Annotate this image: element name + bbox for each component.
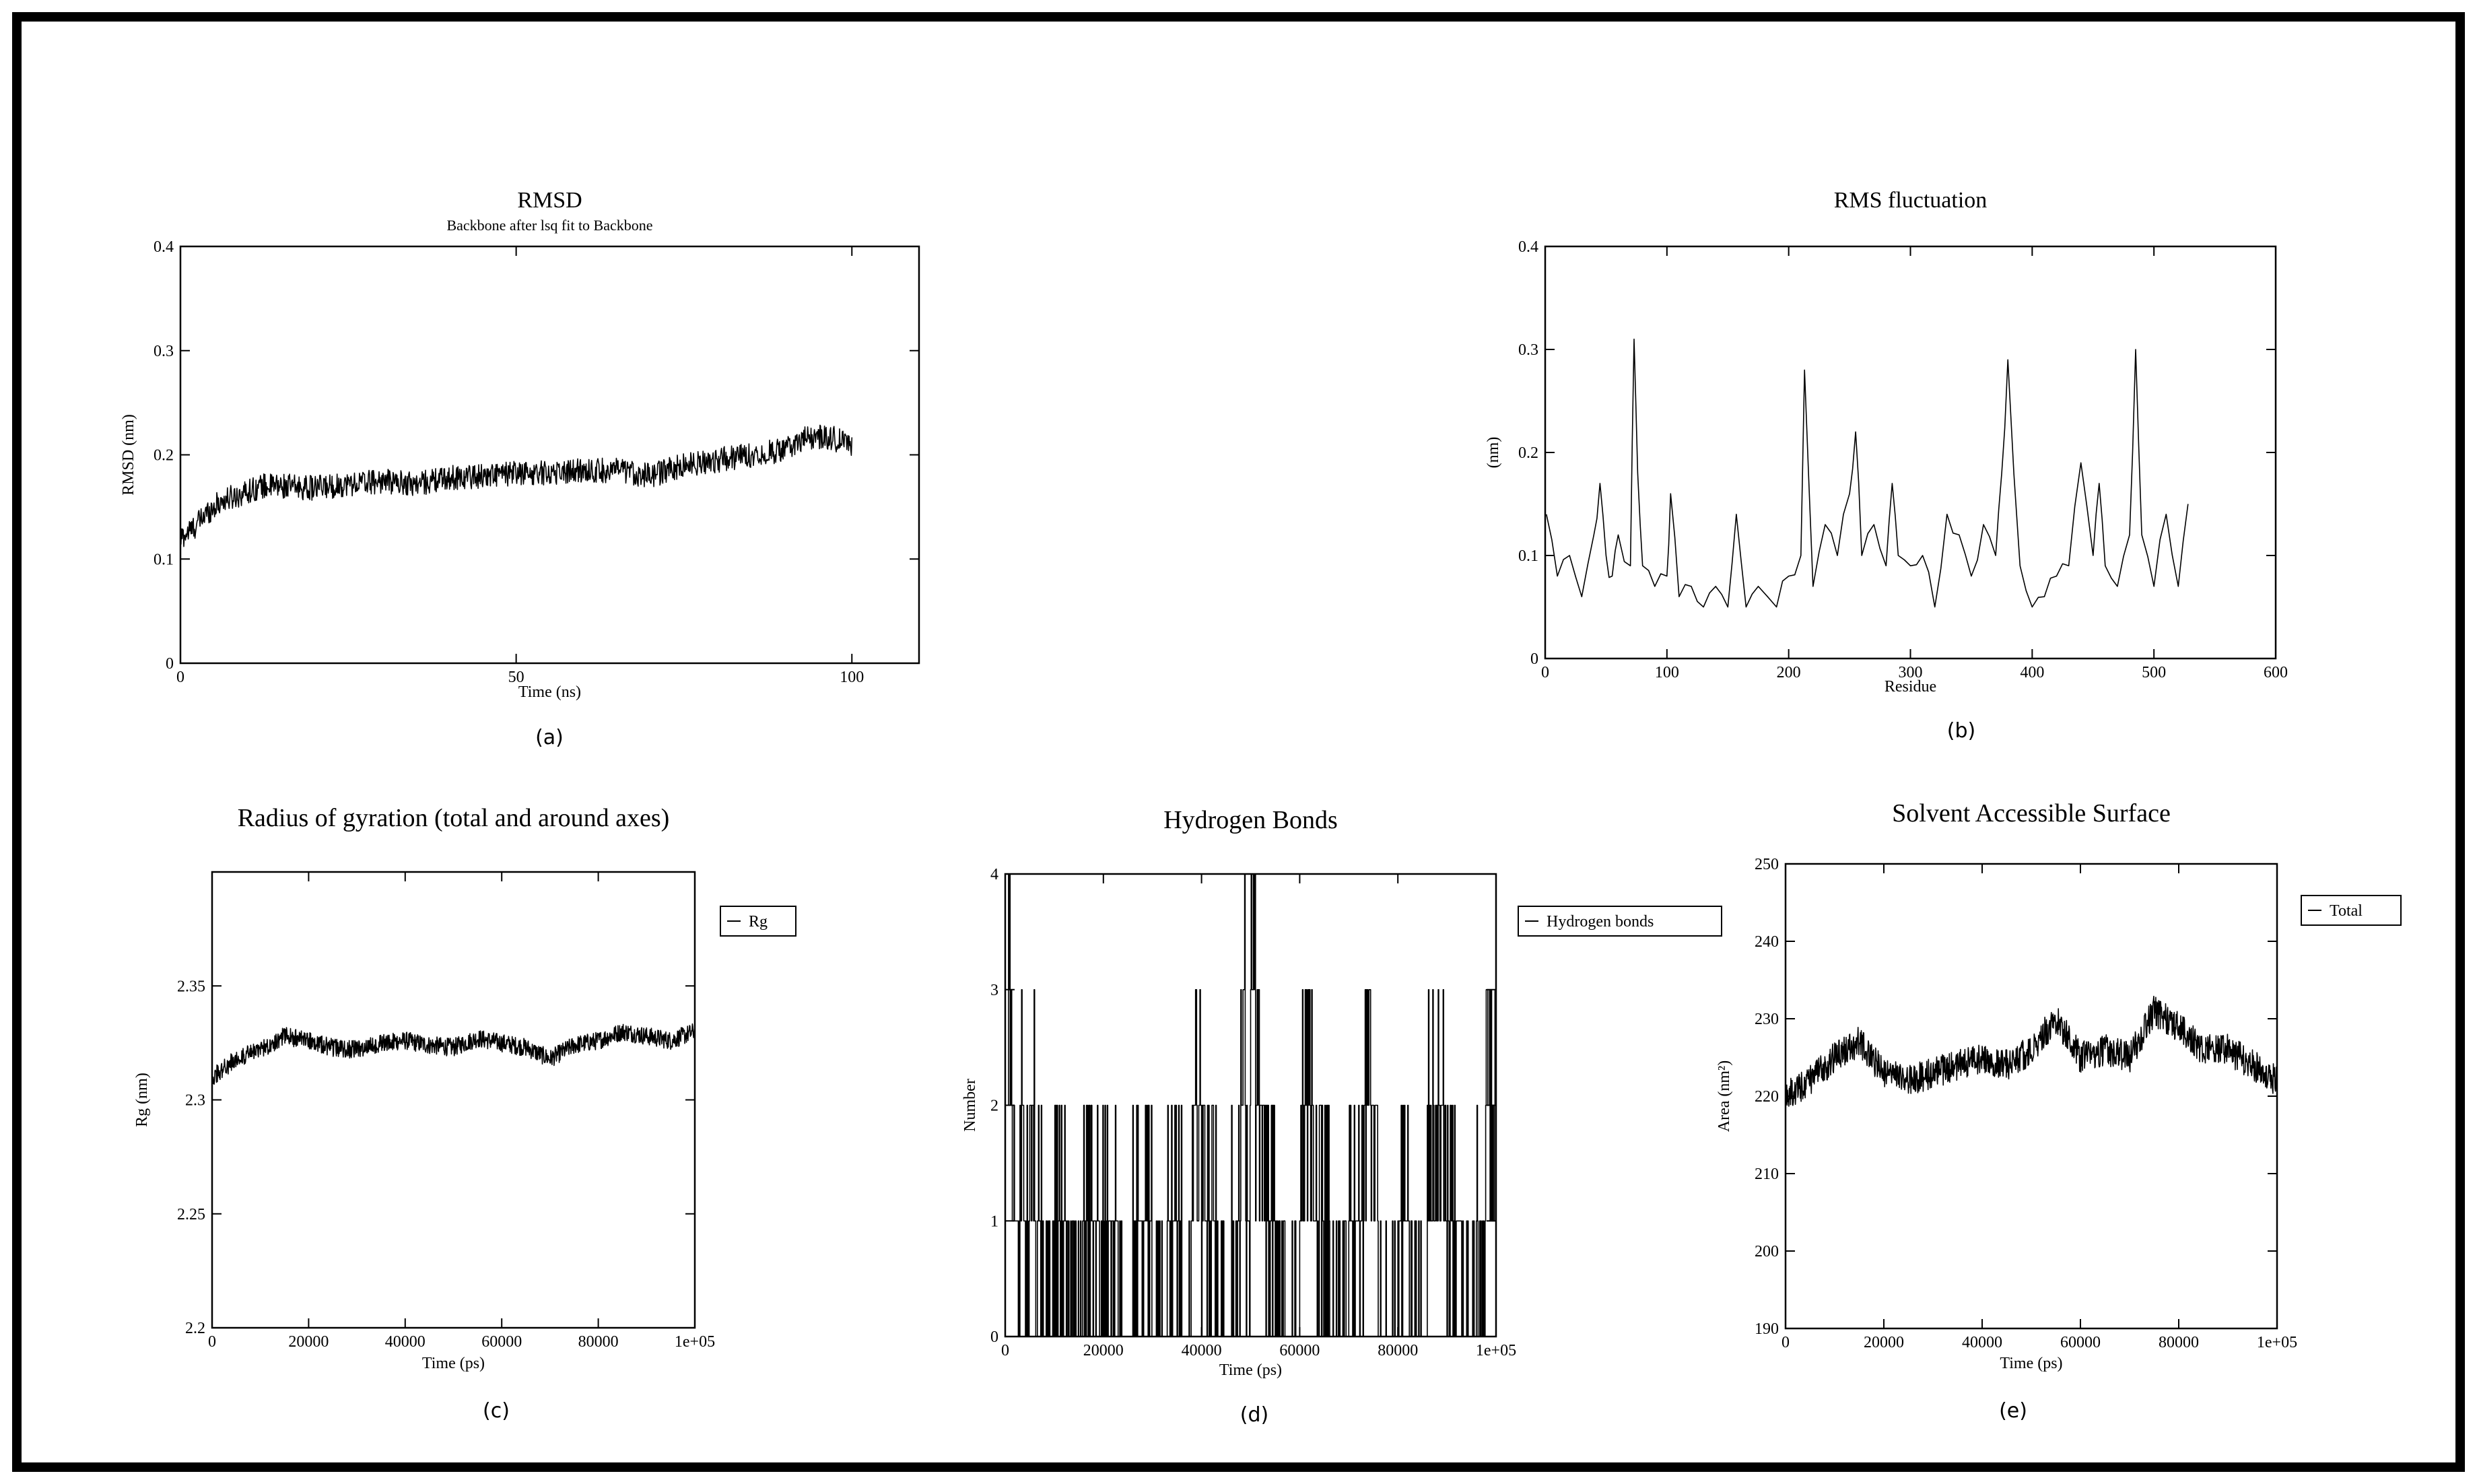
series-line [1786, 997, 2277, 1106]
x-tick-label: 400 [2020, 664, 2045, 681]
chart-title: Radius of gyration (total and around axes) [237, 804, 670, 832]
plot-frame [1545, 246, 2276, 659]
y-tick-label: 0.4 [154, 238, 174, 256]
panel-caption: (d) [1240, 1403, 1269, 1427]
chart-title: RMS fluctuation [1833, 188, 1988, 213]
y-tick-label: 2.25 [177, 1205, 205, 1223]
x-tick-label: 80000 [578, 1333, 619, 1351]
x-tick-label: 20000 [1083, 1342, 1124, 1359]
series-line [1005, 874, 1497, 1337]
y-tick-label: 0.3 [154, 342, 174, 360]
series-line [1547, 339, 2188, 607]
y-axis-label: Rg (nm) [133, 1073, 151, 1127]
y-tick-label: 190 [1755, 1320, 1779, 1338]
panel-b [1485, 188, 2288, 743]
y-tick-label: 240 [1755, 933, 1779, 951]
y-axis-label: Number [961, 1079, 979, 1132]
y-tick-label: 2.3 [185, 1091, 205, 1110]
panel-caption: (e) [1999, 1399, 2027, 1423]
x-tick-label: 1e+05 [674, 1333, 716, 1351]
y-axis-label: RMSD (nm) [120, 414, 137, 496]
y-tick-label: 1 [990, 1213, 998, 1231]
x-tick-label: 40000 [1181, 1342, 1222, 1359]
y-tick-label: 4 [990, 866, 998, 883]
y-tick-label: 2 [990, 1097, 998, 1115]
legend-label: Hydrogen bonds [1547, 913, 1654, 931]
panel-caption: (c) [483, 1399, 510, 1423]
x-tick-label: 60000 [481, 1333, 522, 1351]
y-tick-label: 0 [990, 1328, 998, 1346]
x-tick-label: 100 [1654, 664, 1679, 681]
y-tick-label: 2.2 [185, 1320, 205, 1337]
panel-c [133, 804, 796, 1423]
x-tick-label: 80000 [2159, 1334, 2199, 1351]
y-tick-label: 0.2 [1518, 444, 1538, 462]
x-axis-label: Time (ps) [421, 1355, 485, 1372]
panel-a [120, 188, 919, 749]
x-tick-label: 20000 [1864, 1334, 1904, 1351]
y-tick-label: 0.2 [154, 446, 174, 465]
x-tick-label: 20000 [288, 1333, 329, 1351]
x-tick-label: 100 [840, 669, 864, 686]
x-tick-label: 200 [1776, 664, 1801, 681]
legend-label: Total [2330, 902, 2363, 920]
panel-d [961, 806, 1722, 1427]
series-line [180, 425, 852, 546]
x-tick-label: 0 [1541, 664, 1549, 681]
y-tick-label: 0 [1530, 650, 1538, 668]
x-axis-label: Time (ps) [2000, 1355, 2063, 1372]
panel-caption: (b) [1946, 719, 1976, 743]
legend-label: Rg [749, 913, 768, 931]
x-axis-label: Time (ps) [1219, 1361, 1283, 1379]
plot-frame [1786, 864, 2277, 1328]
chart-title: RMSD [517, 188, 582, 213]
y-tick-label: 0.1 [154, 551, 174, 569]
x-tick-label: 80000 [1378, 1342, 1419, 1359]
y-tick-label: 3 [990, 981, 998, 999]
x-tick-label: 0 [208, 1333, 216, 1351]
panel-e [1716, 799, 2401, 1423]
y-tick-label: 0.3 [1518, 341, 1538, 359]
x-tick-label: 0 [1782, 1334, 1790, 1351]
x-tick-label: 60000 [1279, 1342, 1320, 1359]
x-tick-label: 0 [1001, 1342, 1009, 1359]
y-tick-label: 2.35 [177, 978, 205, 996]
plot-frame [180, 246, 919, 663]
panel-caption: (a) [535, 726, 564, 749]
y-tick-label: 0.4 [1518, 238, 1538, 256]
x-tick-label: 1e+05 [2256, 1334, 2298, 1351]
y-tick-label: 250 [1755, 856, 1779, 873]
x-tick-label: 500 [2142, 664, 2167, 681]
x-tick-label: 300 [1898, 664, 1923, 681]
x-tick-label: 40000 [384, 1333, 426, 1351]
chart-title: Solvent Accessible Surface [1892, 799, 2171, 828]
legend [1518, 906, 1722, 936]
legend [2301, 896, 2401, 925]
y-tick-label: 230 [1755, 1011, 1779, 1028]
plot-frame [212, 872, 695, 1328]
x-axis-label: Residue [1884, 678, 1937, 696]
y-tick-label: 0.1 [1518, 547, 1538, 565]
series-line [212, 1024, 695, 1085]
y-axis-label: Area (nm²) [1716, 1060, 1733, 1133]
x-tick-label: 50 [508, 669, 524, 686]
y-axis-label: (nm) [1485, 436, 1502, 469]
chart-title: Hydrogen Bonds [1163, 806, 1338, 834]
y-tick-label: 220 [1755, 1088, 1779, 1106]
y-tick-label: 0 [166, 655, 174, 673]
x-tick-label: 1e+05 [1475, 1342, 1517, 1359]
x-tick-label: 60000 [2060, 1334, 2101, 1351]
x-tick-label: 0 [176, 669, 184, 686]
x-tick-label: 600 [2264, 664, 2288, 681]
x-tick-label: 40000 [1962, 1334, 2002, 1351]
y-tick-label: 210 [1755, 1166, 1779, 1183]
y-tick-label: 200 [1755, 1243, 1779, 1260]
legend [720, 906, 796, 936]
chart-subtitle: Backbone after lsq fit to Backbone [446, 217, 653, 234]
x-axis-label: Time (ns) [518, 683, 582, 701]
